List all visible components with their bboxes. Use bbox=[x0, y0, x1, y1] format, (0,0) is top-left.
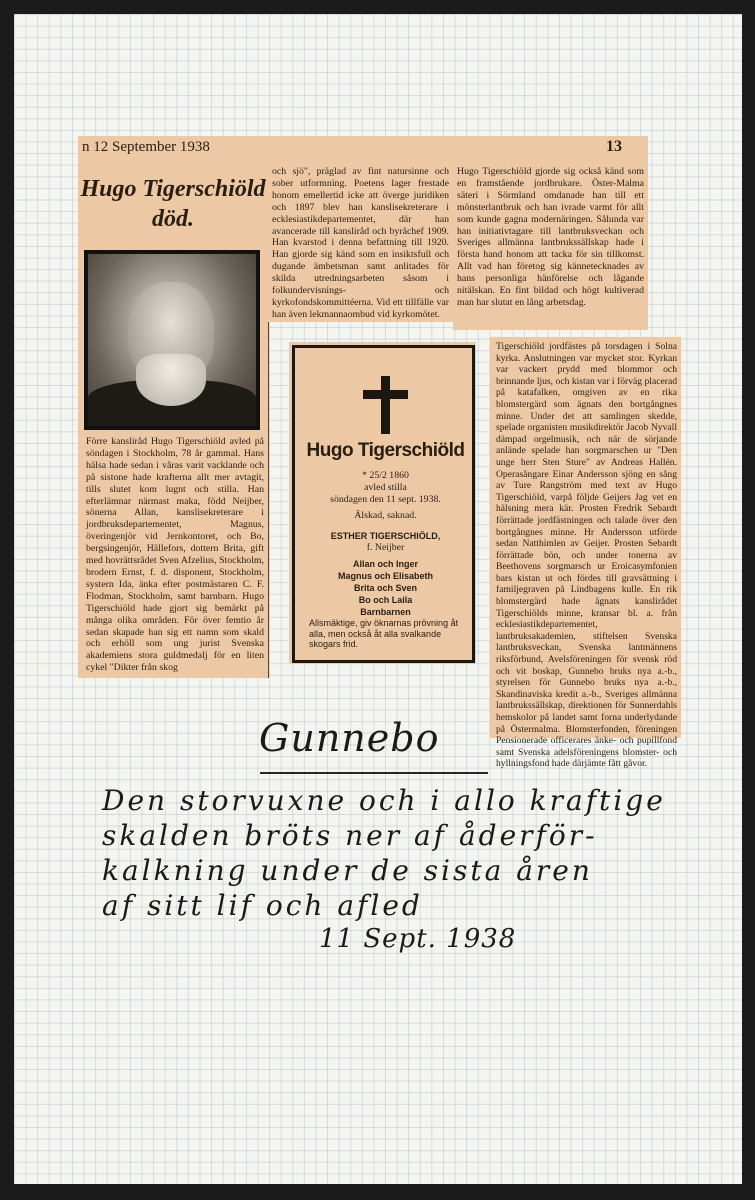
portrait-photo bbox=[84, 250, 260, 430]
handwritten-underline bbox=[260, 772, 488, 774]
obituary-article-col3 bbox=[453, 160, 648, 330]
handwritten-title: Gunnebo bbox=[259, 716, 440, 760]
article-title-line2: död. bbox=[152, 206, 194, 232]
article-title-line1: Hugo Tigerschiöld bbox=[80, 176, 266, 202]
newspaper-header-clipping bbox=[78, 136, 648, 161]
handwritten-line-2: skalden bröts ner af åderför- bbox=[102, 819, 598, 852]
article-body-col1: Förre kansliråd Hugo Tigerschiöld avled på söndagen i Stockholm, 78 år gammal. Hans hälsa hade sedan i våras varit vacklande och på sistone hade krafterna allt mer avtagit, tills slutet kom lugnt och stilla. Han efterlämnar närmast maka, född Neijber, sönerna Allan, kanslisekreterare i jordbruksdepartementet, Magnus, överingenjör vid Jernkontoret, och Bo, bergsingenjör, Hällefors, dottern Brita, gift med hovrättsrådet Sven Afzelius, Stockholm, brodern Ernst, f. d. disponent, Stockholm, systern Ida, änka efter postmästaren C. F. Flodman, Stockholm, samt barnbarn. Hugo Tigerschiöld hade gjort sig bemärkt på många olika områden. För över femtio år sedan skapade han sig ett namn som skald och erhöll som ung jurist Svenska akademiens stora guldmedalj för en liten cykel "Dikter från skog bbox=[86, 436, 264, 674]
article-body-col3: Hugo Tigerschiöld gjorde sig också känd som en framstående jordbrukare. Öster-Malma säteri i Sörmland omdanade han till ett mönsterlantbruk och han ivrade varmt för allt som kunde gagna modernäringen. Sålunda var han initiativtagare till lantbruksveckan och Sveriges allmänna lantbrukssällskap hade i första hand honom att tacka för sin tillkomst. Allt vad han företog sig kännetecknades av hans personliga hänförelse och lågande nitälskan. En fint bildad och högt kultiverad man har slutat en lång arbetsdag. bbox=[457, 166, 644, 308]
handwritten-line-4: af sitt lif och afled bbox=[102, 889, 423, 922]
handwritten-date: 11 Sept. 1938 bbox=[319, 924, 517, 954]
death-notice bbox=[289, 342, 476, 664]
cross-icon bbox=[381, 376, 390, 434]
notice-name: Hugo Tigerschiöld bbox=[306, 440, 465, 461]
article-body-col2: och sjö", präglad av fint natursinne och sober utformning. Poetens lager frestade honom emellertid icke att överge juridiken och 1897 blev han kanslisekreterare i ecklesiastikdepartementet, där han avancerade till kansliråd och byråchef 1909. Han kvarstod i denna befattning till 1920. Han gjorde sig känd som en insiktsfull och dugande ämbetsman samt anlitades för skilda utredningsarbeten såsom i folkundervisnings- och kyrkofondskommittéerna. Vid ett tillfälle var han även lekmannaombud vid kyrkomötet. bbox=[272, 166, 449, 320]
obituary-article-col2 bbox=[268, 160, 454, 322]
handwritten-line-3: kalkning under de sista åren bbox=[102, 854, 593, 887]
death-notice-frame bbox=[292, 345, 475, 663]
notice-verse: Allsmäktige, giv öknarnas prövning åt alla, men också åt alla svalkande skogars frid. bbox=[309, 618, 459, 649]
notice-details: * 25/2 1860 avled stilla söndagen den 11 sept. 1938. Älskad, saknad. ESTHER TIGERSCHIÖLD, f. Neijber Allan och Inger Magnus och Elisabeth Brita och Sven Bo och Laila Barnbarnen bbox=[330, 470, 441, 617]
obituary-article bbox=[78, 160, 269, 678]
burial-report-clipping bbox=[490, 337, 681, 770]
newspaper-page-number: 13 bbox=[606, 138, 622, 155]
scrapbook-page bbox=[14, 14, 742, 1184]
burial-report-text: Tigerschiöld jordfästes på torsdagen i Solna kyrka. Anslutningen var mycket stor. Kyrkan var vackert prydd med blommor och brinnande ljus, och kistan var i förväg placerad på katafalken, omgiven av en rika blomstergärd som ägnats den bortgångnes minne. Under det att samlingen skedde, spelade organisten musikdirektör Jacob Nyvall dämpad orgelmusik, och när de sörjande anlände spelade han sorgmarschen ur "Den unge herr Sten Sture" av Andreas Hallén. Operasångare Einar Andersson sjöng en sång av Ture Rangström med text av Hugo Tigerschiöld, varpå följde Geijers Jag vet en hälsning mera kär. Prosten Fredrik Sebardt förrättade jordfästningen och talade över den bortgångnes minne. Hr Andersson utförde sedan Natthimlen av Geijer. Prosten Sebardt förrättade bön, och under tonerna av Beethovens sorgmarsch ur Eroicasymfonien bars kistan ut och fördes till gravsättning i familjegraven på Lindbagens kulle. En rik blomstergärd hade ägnats kanslirådet Tigerschiölds minne, kransar bl. a. från ecklesiastikdepartementet, lantbruksakademien, stiftelsen Svenska lantbruksveckan, Svenska lantmännens riksförbund, Avelsföreningen för svensk röd och vit boskap, Gunnebo bruks nya a.-b., styrelsen för Gunnebo bruks nya a.-b., Skandinaviska kredit a.-b., Sveriges allmänna lantbrukssällskap, direktionen för Sunnerdahls hemskolor på landet samt forna underlydande på Östermalma. Blomsterfonden, föreningen Pensionerade officerares änke- och pupillfond samt Svenska adelsföreningens blomster- och hyllningsfond hade därjämte fått gåvor. bbox=[496, 341, 677, 770]
newspaper-date: n 12 September 1938 bbox=[82, 139, 210, 155]
article-title bbox=[80, 174, 266, 234]
handwritten-line-1: Den storvuxne och i allo kraftige bbox=[102, 784, 666, 817]
